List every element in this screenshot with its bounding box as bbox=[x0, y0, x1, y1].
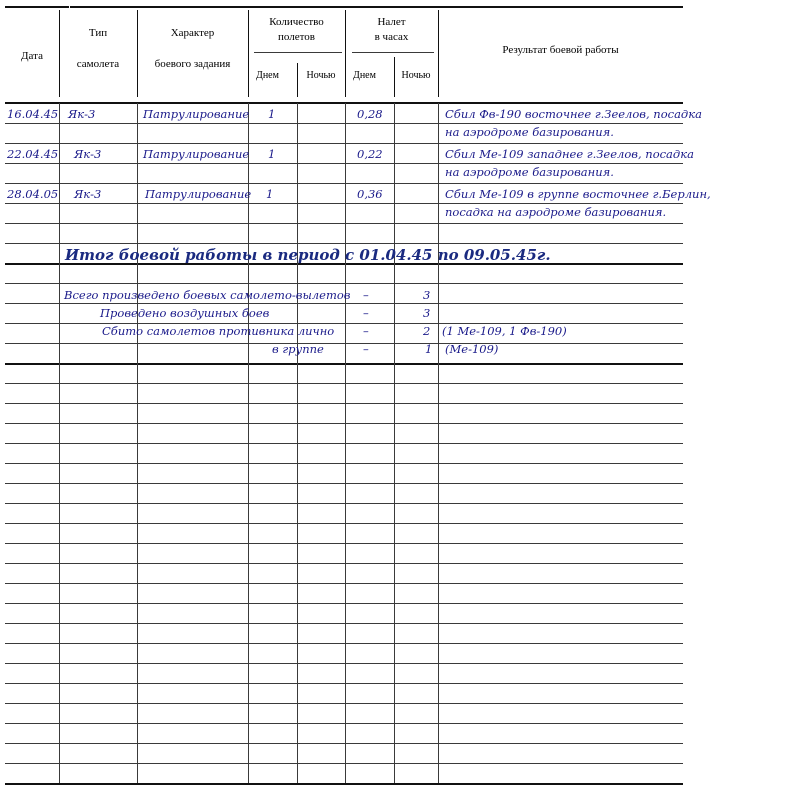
header-sorties-line2: полетов bbox=[278, 31, 315, 43]
entry-2-sorties-day: 1 bbox=[268, 147, 276, 161]
header-sorties-day: Днем bbox=[256, 70, 279, 81]
hours-header-divider bbox=[352, 52, 434, 53]
row-line bbox=[5, 303, 683, 304]
row-line bbox=[5, 783, 683, 785]
header-hours-line2: в часах bbox=[374, 31, 409, 43]
entry-2-date: 22.04.45 bbox=[7, 147, 59, 161]
summary-dash-shot-down-group: – bbox=[363, 342, 369, 356]
header-hours-day: Днем bbox=[353, 70, 376, 81]
entry-3-date: 28.04.05 bbox=[7, 187, 59, 201]
header-bottom-border bbox=[5, 102, 683, 104]
row-line bbox=[5, 643, 683, 644]
row-line bbox=[5, 203, 683, 204]
row-line bbox=[5, 603, 683, 604]
entry-3-aircraft: Як-3 bbox=[74, 187, 102, 201]
row-line bbox=[5, 223, 683, 224]
row-line bbox=[5, 423, 683, 424]
row-line bbox=[5, 123, 683, 124]
header-date: Дата bbox=[21, 50, 43, 62]
column-line bbox=[248, 103, 249, 783]
header-col-divider bbox=[137, 10, 138, 97]
summary-label-total-sorties: Всего произведено боевых самолето-вылетов bbox=[64, 288, 351, 302]
row-line bbox=[5, 763, 683, 764]
entry-1-mission: Патрулирование bbox=[143, 107, 250, 121]
column-line bbox=[59, 103, 60, 783]
header-hours-line1: Налет bbox=[377, 16, 406, 28]
sorties-header-divider bbox=[254, 52, 342, 53]
entry-3-mission: Патрулирование bbox=[145, 187, 252, 201]
header-result: Результат боевой работы bbox=[502, 44, 619, 56]
row-line bbox=[5, 563, 683, 564]
summary-note-shot-down-group: (Ме-109) bbox=[445, 342, 499, 356]
summary-dash-air-battles: – bbox=[363, 306, 369, 320]
row-line bbox=[5, 143, 683, 144]
entry-1-result-line2: на аэродроме базирования. bbox=[445, 125, 614, 139]
row-line bbox=[5, 663, 683, 664]
summary-label-air-battles: Проведено воздушных боев bbox=[100, 306, 270, 320]
row-line bbox=[5, 703, 683, 704]
column-line bbox=[394, 103, 395, 783]
row-line bbox=[5, 723, 683, 724]
summary-value-shot-down-group: 1 bbox=[425, 342, 433, 356]
entry-2-hours-day: 0,22 bbox=[357, 147, 383, 161]
row-line bbox=[5, 523, 683, 524]
row-line bbox=[5, 623, 683, 624]
row-line bbox=[5, 343, 683, 344]
entry-1-date: 16.04.45 bbox=[7, 107, 59, 121]
summary-note-shot-down-personal: (1 Ме-109, 1 Фв-190) bbox=[442, 324, 567, 338]
row-line bbox=[5, 183, 683, 184]
row-line bbox=[5, 283, 683, 284]
summary-value-shot-down-personal: 2 bbox=[423, 324, 431, 338]
header-hours-night: Ночью bbox=[401, 70, 431, 81]
summary-value-air-battles: 3 bbox=[423, 306, 431, 320]
table-top-border-left bbox=[5, 6, 69, 8]
entry-3-sorties-day: 1 bbox=[266, 187, 274, 201]
table-top-border bbox=[70, 6, 683, 8]
row-line bbox=[5, 683, 683, 684]
entry-1-aircraft: Як-3 bbox=[68, 107, 96, 121]
row-line bbox=[5, 403, 683, 404]
header-sorties-line1: Количество bbox=[269, 16, 324, 28]
row-line bbox=[5, 583, 683, 584]
row-line bbox=[5, 483, 683, 484]
entry-1-result-line1: Сбил Фв-190 восточнее г.Зеелов, посадка bbox=[445, 107, 702, 121]
column-line bbox=[438, 103, 439, 783]
summary-label-shot-down-group: в группе bbox=[272, 342, 324, 356]
header-mission-line1: Характер bbox=[170, 27, 215, 39]
entry-1-hours-day: 0,28 bbox=[357, 107, 383, 121]
row-line bbox=[5, 503, 683, 504]
entry-3-result-line2: посадка на аэродроме базирования. bbox=[445, 205, 667, 219]
column-line bbox=[137, 103, 138, 783]
row-line bbox=[5, 243, 683, 244]
summary-label-shot-down-personal: Сбито самолетов противника лично bbox=[102, 324, 335, 338]
header-aircraft-type-line1: Тип bbox=[88, 27, 108, 39]
header-col-divider bbox=[59, 10, 60, 97]
row-line bbox=[5, 163, 683, 164]
header-sorties-night: Ночью bbox=[306, 70, 336, 81]
summary-value-total-sorties: 3 bbox=[423, 288, 431, 302]
entry-2-mission: Патрулирование bbox=[143, 147, 250, 161]
summary-dash-shot-down-personal: – bbox=[363, 324, 369, 338]
row-line bbox=[5, 443, 683, 444]
column-line bbox=[297, 103, 298, 783]
entry-2-result-line2: на аэродроме базирования. bbox=[445, 165, 614, 179]
row-line bbox=[5, 383, 683, 384]
header-aircraft-type-line2: самолета bbox=[76, 58, 120, 70]
entry-3-hours-day: 0,36 bbox=[357, 187, 383, 201]
row-line bbox=[5, 743, 683, 744]
row-line bbox=[5, 543, 683, 544]
row-line bbox=[5, 463, 683, 464]
summary-dash-total-sorties: – bbox=[363, 288, 369, 302]
entry-2-aircraft: Як-3 bbox=[74, 147, 102, 161]
column-line bbox=[345, 103, 346, 783]
row-line bbox=[5, 363, 683, 365]
entry-2-result-line1: Сбил Ме-109 западнее г.Зеелов, посадка bbox=[445, 147, 694, 161]
summary-title: Итог боевой работы в период с 01.04.45 по 09.05.45г. bbox=[65, 246, 551, 264]
entry-1-sorties-day: 1 bbox=[268, 107, 276, 121]
entry-3-result-line1: Сбил Ме-109 в группе восточнее г.Берлин, bbox=[445, 187, 711, 201]
header-mission-line2: боевого задания bbox=[154, 58, 231, 70]
